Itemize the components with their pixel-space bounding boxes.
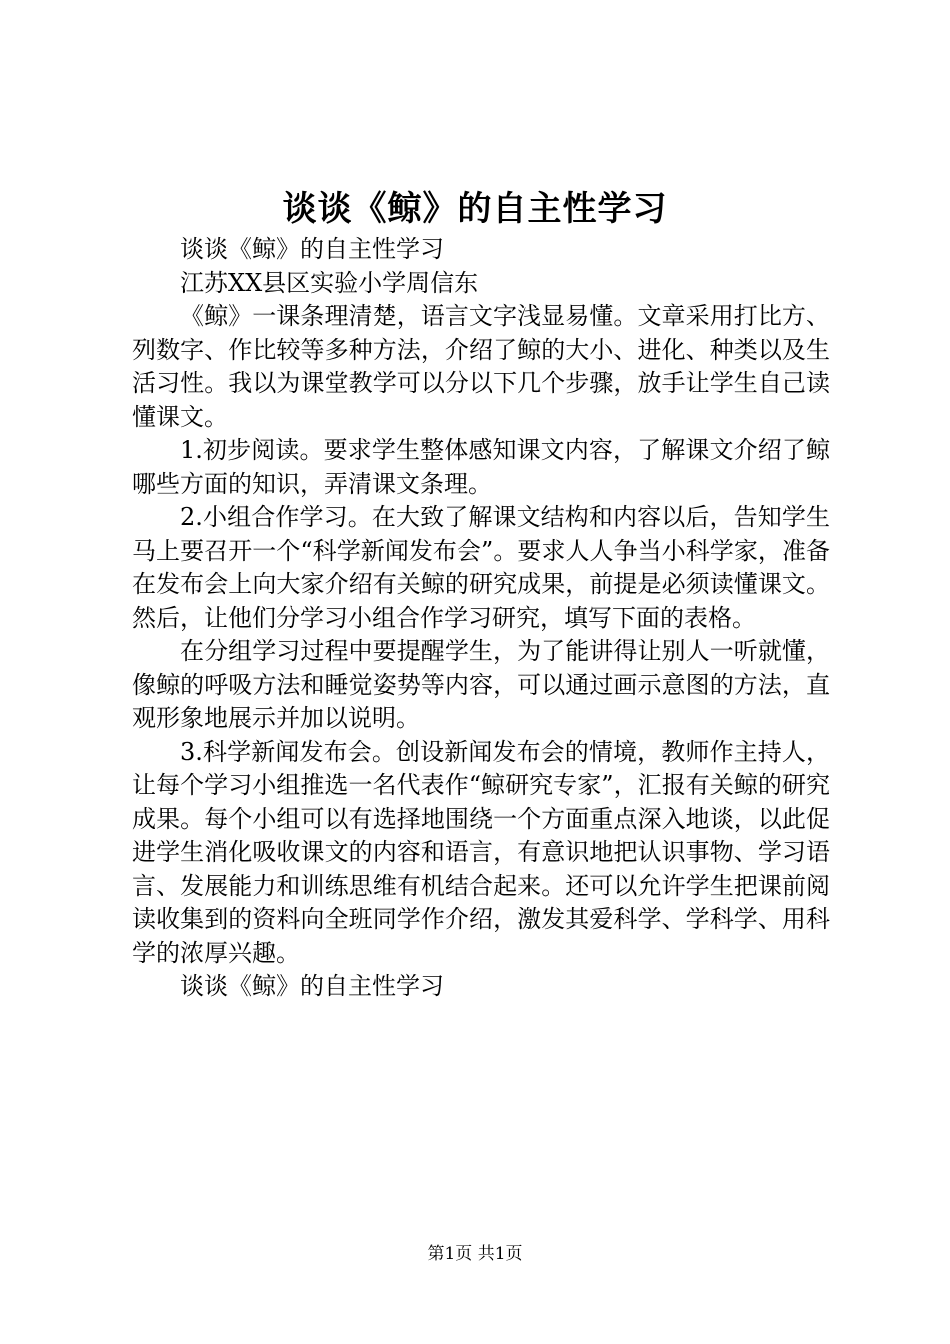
intro-paragraph: 《鲸》一课条理清楚，语言文字浅显易懂。文章采用打比方、列数字、作比较等多种方法，介绍了鲸的大小、进化、种类以及生活习性。我以为课堂教学可以分以下几个步骤，放手让学生自己读懂课文。 (132, 302, 830, 431)
repeated-title-paragraph: 谈谈《鲸》的自主性学习 (180, 235, 444, 263)
closing-title-paragraph: 谈谈《鲸》的自主性学习 (180, 972, 444, 1000)
document-body (132, 233, 830, 1004)
page-footer: 第1页 共1页 (427, 1244, 523, 1264)
group-study-paragraph: 在分组学习过程中要提醒学生，为了能讲得让别人一听就懂，像鲸的呼吸方法和睡觉姿势等内容，可以通过画示意图的方法，直观形象地展示并加以说明。 (132, 637, 830, 732)
step-two-paragraph: 2.小组合作学习。在大致了解课文结构和内容以后，告知学生马上要召开一个“科学新闻发布会”。要求人人争当小科学家，准备在发布会上向大家介绍有关鲸的研究成果，前提是必须读懂课文。然后，让他们分学习小组合作学习研究，填写下面的表格。 (132, 503, 830, 632)
step-one-paragraph: 1.初步阅读。要求学生整体感知课文内容，了解课文介绍了鲸哪些方面的知识，弄清课文条理。 (132, 436, 830, 498)
author-paragraph: 江苏XX县区实验小学周信东 (180, 268, 479, 297)
document-title: 谈谈《鲸》的自主性学习 (282, 189, 668, 229)
step-three-paragraph: 3.科学新闻发布会。创设新闻发布会的情境，教师作主持人，让每个学习小组推选一名代表作“鲸研究专家”，汇报有关鲸的研究成果。每个小组可以有选择地围绕一个方面重点深入地谈，以此促进学生消化吸收课文的内容和语言，有意识地把认识事物、学习语言、发展能力和训练思维有机结合起来。还可以允许学生把课前阅读收集到的资料向全班同学作介绍，激发其爱科学、学科学、用科学的浓厚兴趣。 (132, 737, 830, 967)
